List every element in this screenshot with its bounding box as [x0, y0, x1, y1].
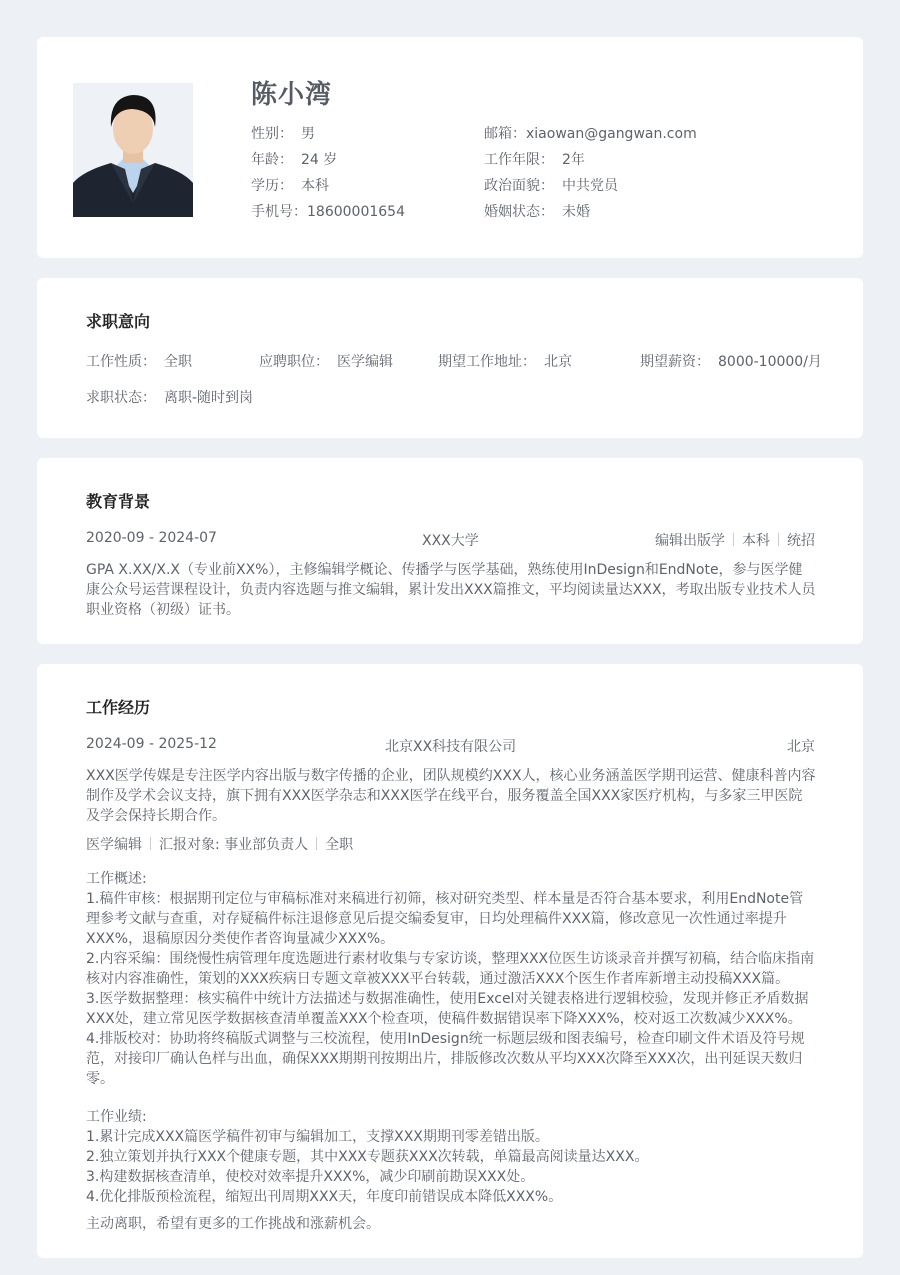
age-row: [251, 149, 337, 169]
position: [259, 351, 393, 371]
job-type: 全职: [325, 837, 354, 853]
enrollment-type: 统招: [787, 533, 815, 549]
achievements-title: 工作业绩:: [86, 1109, 147, 1125]
divider: [778, 533, 779, 546]
divider: [150, 837, 151, 850]
job-status: [86, 387, 253, 407]
leave-reason: 主动离职，希望有更多的工作挑战和涨薪机会。: [86, 1216, 380, 1232]
list-item: 3.医学数据整理：核实稿件中统计方法描述与数据准确性，使用Excel对关键表格进行逻辑校验，发现并修正矛盾数据XXX处，建立常见医学数据核查清单覆盖XXX个检查项，使稿件数据错误率下降XXX%，校对返工次数减少XXX%。: [86, 991, 809, 1027]
section-title: 教育背景: [86, 492, 151, 511]
company-name: 北京XX科技有限公司: [385, 739, 517, 755]
degree: 本科: [742, 533, 770, 549]
major: 编辑出版学: [655, 533, 725, 549]
email-label: 邮箱：: [484, 126, 526, 142]
gender-label: 性别：: [251, 126, 293, 142]
list-item: 3.构建数据核查清单，使校对效率提升XXX%，减少印刷前勘误XXX处。: [86, 1169, 535, 1185]
gender-value: 男: [301, 126, 315, 142]
edu-period: 2020-09 - 2024-07: [86, 530, 217, 546]
edu-description: GPA X.XX/X.X（专业前XX%），主修编辑学概论、传播学与医学基础，熟练使用InDesign和EndNote，参与医学健康公众号运营课程设计，负责内容选题与推文编辑，累计发出XXX篇推文，平均阅读量达XXX，考取出版专业技术人员职业资格（初级）证书。: [86, 562, 816, 618]
work-achievements: [86, 1107, 816, 1207]
list-item: 4.排版校对：协助将终稿版式调整与三校流程，使用InDesign统一标题层级和图表编号，检查印刷文件术语及符号规范，对接印厂确认色样与出血，确保XXX期期刊按期出片，排版修改次数从平均XXX次降至XXX次，出刊延误天数归零。: [86, 1031, 805, 1087]
politics-value: 中共党员: [562, 178, 618, 194]
years-value: 2年: [562, 152, 585, 168]
work-city: 北京: [787, 739, 815, 755]
work-type: [86, 351, 192, 371]
position-value: 医学编辑: [337, 354, 393, 370]
divider: [733, 533, 734, 546]
profile-card: [37, 37, 863, 258]
education-value: 本科: [301, 178, 329, 194]
salary-label: 期望薪资：: [640, 354, 710, 370]
avatar: [73, 83, 193, 217]
job-status-label: 求职状态：: [86, 390, 156, 406]
phone-value: 18600001654: [307, 204, 405, 220]
work-period: 2024-09 - 2025-12: [86, 736, 217, 752]
work-location-value: 北京: [544, 354, 572, 370]
work-location-label: 期望工作地址：: [438, 354, 536, 370]
marital-label: 婚姻状态：: [484, 204, 554, 220]
work-location: [438, 351, 572, 371]
education-card: [37, 458, 863, 644]
work-experience-card: [37, 664, 863, 1258]
section-title: 求职意向: [86, 312, 151, 331]
job-intent-card: [37, 278, 863, 438]
list-item: 2.独立策划并执行XXX个健康专题，其中XXX专题获XXX次转载，单篇最高阅读量达XXX。: [86, 1149, 649, 1165]
marital-row: [484, 201, 590, 221]
years-label: 工作年限：: [484, 152, 554, 168]
age-value: 24 岁: [301, 152, 338, 168]
overview-title: 工作概述:: [86, 871, 147, 887]
school-name: XXX大学: [422, 533, 479, 549]
salary-value: 8000-10000/月: [718, 354, 822, 370]
salary: [640, 351, 822, 371]
age-label: 年龄：: [251, 152, 293, 168]
politics-row: [484, 175, 618, 195]
phone-label: 手机号：: [251, 204, 307, 220]
gender-row: [251, 123, 315, 143]
work-overview: [86, 869, 816, 1089]
role: 医学编辑: [86, 837, 142, 853]
candidate-name: 陈小湾: [251, 80, 333, 110]
section-title: 工作经历: [86, 698, 151, 717]
education-row: [251, 175, 329, 195]
company-description: XXX医学传媒是专注医学内容出版与数字传播的企业，团队规模约XXX人，核心业务涵盖医学期刊运营、健康科普内容制作及学术会议支持，旗下拥有XXX医学杂志和XXX医学在线平台，服务覆盖全国XXX家医疗机构，与多家三甲医院及学会保持长期合作。: [86, 768, 816, 824]
list-item: 4.优化排版预检流程，缩短出刊周期XXX天，年度印前错误成本降低XXX%。: [86, 1189, 563, 1205]
work-type-label: 工作性质：: [86, 354, 156, 370]
divider: [316, 837, 317, 850]
years-row: [484, 149, 585, 169]
position-label: 应聘职位：: [259, 354, 329, 370]
education-label: 学历：: [251, 178, 293, 194]
work-type-value: 全职: [164, 354, 192, 370]
list-item: 2.内容采编：围绕慢性病管理年度选题进行素材收集与专家访谈，整理XXX位医生访谈录音并撰写初稿，结合临床指南核对内容准确性，策划的XXX疾病日专题文章被XXX平台转载，通过激活XXX个医生作者库新增主动投稿XXX篇。: [86, 951, 815, 987]
email-value: xiaowan@gangwan.com: [526, 126, 697, 142]
list-item: 1.累计完成XXX篇医学稿件初审与编辑加工，支撑XXX期期刊零差错出版。: [86, 1129, 549, 1145]
edu-tags: [655, 530, 815, 550]
politics-label: 政治面貌：: [484, 178, 554, 194]
report-to: 汇报对象: 事业部负责人: [159, 837, 309, 853]
list-item: 1.稿件审核：根据期刊定位与审稿标准对来稿进行初筛，核对研究类型、样本量是否符合基本要求，利用EndNote管理参考文献与查重，对存疑稿件标注退修意见后提交编委复审，日均处理稿件XXX篇，修改意见一次性通过率提升XXX%，退稿原因分类使作者咨询量减少XXX%。: [86, 891, 804, 947]
marital-value: 未婚: [562, 204, 590, 220]
email-row: [484, 123, 697, 143]
job-status-value: 离职-随时到岗: [164, 390, 254, 406]
work-tags: [86, 834, 353, 854]
phone-row: [251, 201, 405, 221]
